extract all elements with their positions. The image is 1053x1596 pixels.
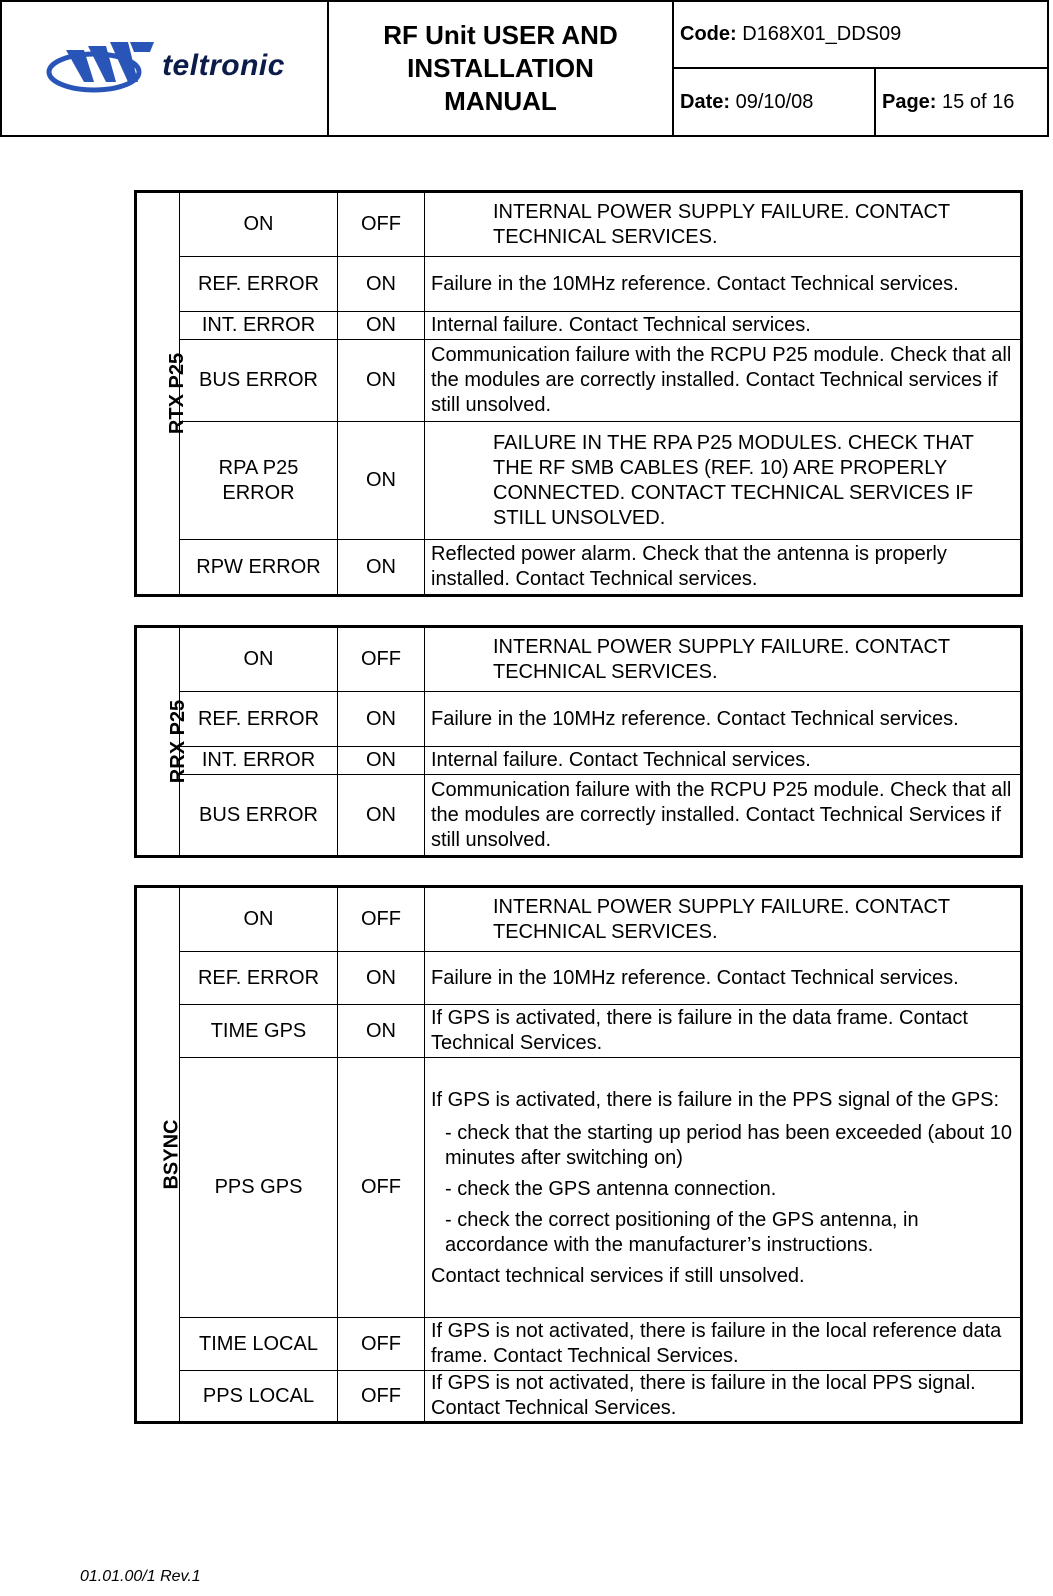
table-row [136,747,1022,775]
led-name: ON [180,627,338,692]
led-state: OFF [338,1318,425,1371]
led-description: Reflected power alarm. Check that the antenna is properly installed. Contact Technical services. [425,540,1022,596]
table-row [136,952,1022,1005]
led-name: RPA P25 ERROR [180,422,338,540]
led-description: If GPS is not activated, there is failure in the local PPS signal. Contact Technical Services. [425,1371,1022,1423]
led-state: ON [338,257,425,312]
table-row [136,1058,1022,1318]
pps-gps-check-item: - check the correct positioning of the GPS antenna, in accordance with the manufacturer’s instructions. [445,1209,919,1256]
led-description: INTERNAL POWER SUPPLY FAILURE. CONTACT TECHNICAL SERVICES. [425,627,1022,692]
led-name: REF. ERROR [180,692,338,747]
led-state: OFF [338,887,425,952]
date-label: Date: [680,90,731,113]
led-name: TIME LOCAL [180,1318,338,1371]
table-row [136,887,1022,952]
section-label: RRX P25 [167,699,190,784]
led-state: OFF [338,192,425,257]
led-name: BUS ERROR [180,775,338,857]
section-label-cell [136,192,189,596]
table-row [136,775,1022,857]
led-state: ON [338,692,425,747]
table-row [136,1371,1022,1423]
led-description: If GPS is activated, there is failure in the data frame. Contact Technical Services. [425,1005,1022,1058]
title-text: RF Unit USER AND INSTALLATION MANUAL [383,20,618,116]
led-description: Internal failure. Contact Technical services. [425,312,1022,340]
rtx-p25-table [134,190,1023,597]
pps-gps-intro: If GPS is activated, there is failure in the PPS signal of the GPS: [431,1089,1000,1111]
section-label-cell [136,627,190,857]
table-row [136,627,1022,692]
led-state: ON [338,747,425,775]
led-state: OFF [338,627,425,692]
code-cell [673,1,1048,68]
led-description [425,1058,1022,1318]
led-name: REF. ERROR [180,952,338,1005]
led-description: Failure in the 10MHz reference. Contact Technical services. [425,257,1022,312]
document-title [328,1,673,136]
led-description: INTERNAL POWER SUPPLY FAILURE. CONTACT TECHNICAL SERVICES. [425,887,1022,952]
led-state: ON [338,952,425,1005]
table-row [136,692,1022,747]
led-name: PPS GPS [180,1058,338,1318]
page-label: Page: [882,90,937,113]
pps-gps-check-item: - check that the starting up period has been exceeded (about 10 minutes after switching on) [445,1122,1013,1169]
document-header [0,0,1049,137]
table-row [136,312,1022,340]
led-description: If GPS is not activated, there is failure in the local reference data frame. Contact Technical Services. [425,1318,1022,1371]
table-row [136,340,1022,422]
code-label: Code: [680,23,737,45]
led-name: TIME GPS [180,1005,338,1058]
teltronic-logo-icon [44,36,156,96]
led-description: FAILURE IN THE RPA P25 MODULES. CHECK THAT THE RF SMB CABLES (REF. 10) ARE PROPERLY CONNECTED. CONTACT TECHNICAL SERVICES IF STILL UNSOLVED. [425,422,1022,540]
led-name: ON [180,192,338,257]
company-logo [44,36,285,96]
led-name: BUS ERROR [180,340,338,422]
led-state: ON [338,775,425,857]
table-row [136,257,1022,312]
led-state: OFF [338,1058,425,1318]
led-name: INT. ERROR [180,747,338,775]
led-state: ON [338,1005,425,1058]
page-cell [875,68,1048,136]
led-description: Failure in the 10MHz reference. Contact Technical services. [425,952,1022,1005]
led-name: PPS LOCAL [180,1371,338,1423]
led-state: ON [338,540,425,596]
led-name: REF. ERROR [180,257,338,312]
date-value: 09/10/08 [735,90,814,113]
logo-text: teltronic [162,49,285,82]
led-name: INT. ERROR [180,312,338,340]
bsync-table [134,885,1023,1424]
led-description: Failure in the 10MHz reference. Contact Technical services. [425,692,1022,747]
led-description: Communication failure with the RCPU P25 module. Check that all the modules are correctly installed. Contact Technical services if still unsolved. [425,340,1022,422]
led-state: OFF [338,1371,425,1423]
table-row [136,1005,1022,1058]
logo-cell [1,1,328,136]
table-row [136,540,1022,596]
page-value: 15 of 16 [942,90,1015,113]
led-name: ON [180,887,338,952]
led-description: Communication failure with the RCPU P25 module. Check that all the modules are correctly installed. Contact Technical Services if still unsolved. [425,775,1022,857]
section-label: BSYNC [160,1119,183,1190]
date-cell [673,68,875,136]
led-state: ON [338,340,425,422]
pps-gps-check-item: - check the GPS antenna connection. [445,1178,777,1200]
section-label-cell [136,887,183,1423]
led-state: ON [338,422,425,540]
revision-footer: 01.01.00/1 Rev.1 [80,1568,201,1585]
pps-gps-outro: Contact technical services if still unsolved. [431,1265,805,1287]
table-row [136,192,1022,257]
table-row [136,1318,1022,1371]
table-row [136,422,1022,540]
led-name: RPW ERROR [180,540,338,596]
led-state: ON [338,312,425,340]
code-value: D168X01_DDS09 [742,23,902,45]
led-description: Internal failure. Contact Technical services. [425,747,1022,775]
led-description: INTERNAL POWER SUPPLY FAILURE. CONTACT TECHNICAL SERVICES. [425,192,1022,257]
section-label: RTX P25 [166,352,189,435]
rrx-p25-table [134,625,1023,858]
